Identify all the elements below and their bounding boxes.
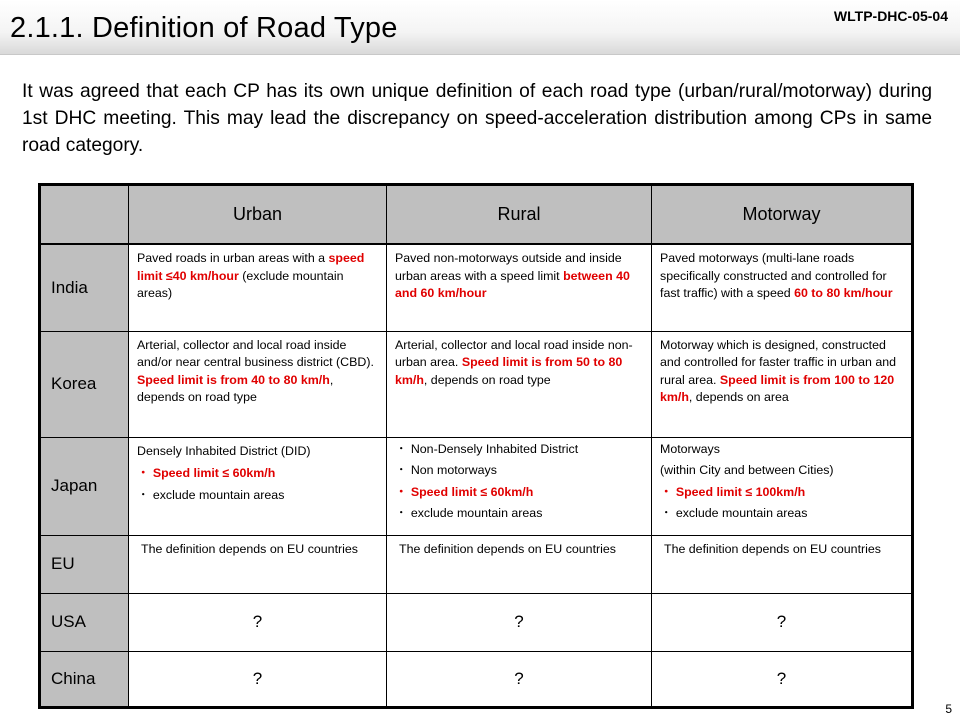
road-type-table [38,183,914,709]
text: Paved roads in urban areas with a [137,251,329,265]
text: , depends on area [688,390,789,404]
speed-limit: ・ Speed limit ≤ 100km/h [660,484,806,499]
cell-india-rural [387,244,652,331]
slide-number: 5 [945,702,952,716]
speed-limit: Speed limit is from 100 to 120 km/h [660,372,895,404]
cell-india-motorway [652,244,913,331]
column-header-motorway: Motorway [652,185,913,245]
title-bar [0,0,960,55]
speed-limit: ・ Speed limit ≤ 60km/h [137,465,276,480]
text: Paved motorways (multi-lane roads specifically constructed and controlled for fast traffic) with a speed [660,251,887,300]
table-row-china [40,651,913,707]
speed-limit: Speed limit is from 50 to 80 km/h [395,355,623,387]
table-row-india [40,244,913,331]
table-row-usa [40,593,913,651]
text: The definition depends on EU countries [399,541,616,556]
column-header-urban: Urban [129,185,387,245]
row-header-japan: Japan [40,437,129,535]
speed-limit: 60 to 80 km/hour [794,286,893,300]
row-header-eu: EU [40,535,129,593]
cell-japan-urban [129,437,387,535]
row-header-korea: Korea [40,331,129,437]
cell-usa-rural: ? [387,593,652,651]
text: Arterial, collector and local road inside non-urban area. [395,337,633,369]
text: Arterial, collector and local road inside and/or near central business district (CBD). [137,337,374,369]
slide-title: 2.1.1. Definition of Road Type [10,12,398,44]
cell-eu-motorway [652,535,913,593]
speed-limit: between 40 and 60 km/hour [395,268,630,300]
table-row-eu [40,535,913,593]
intro-paragraph: It was agreed that each CP has its own unique definition of each road type (urban/rural/motorway) during 1st DHC meeting. This may lead the discrepancy on speed-acceleration distribution among CPs in same road category. [22,81,932,156]
table-row-japan [40,437,913,535]
row-header-china: China [40,651,129,707]
cell-usa-motorway: ? [652,593,913,651]
cell-china-rural: ? [387,651,652,707]
cell-korea-urban [129,331,387,437]
cell-japan-motorway [652,437,913,535]
text: The definition depends on EU countries [141,541,358,556]
text: (exclude mountain areas) [137,268,344,300]
text: ・ exclude mountain areas [137,487,285,502]
table-header-row [40,185,913,245]
cell-japan-rural [387,437,652,535]
cell-eu-urban [129,535,387,593]
text: ・ exclude mountain areas [660,506,808,520]
row-header-usa: USA [40,593,129,651]
text: (within City and between Cities) [660,463,834,477]
cell-china-urban: ? [129,651,387,707]
text: Motorway which is designed, constructed and controlled for faster traffic in urban and rural area. [660,337,897,387]
cell-eu-rural [387,535,652,593]
cell-korea-rural [387,331,652,437]
table-row-korea [40,331,913,437]
text: The definition depends on EU countries [664,541,881,556]
text: ・ Non-Densely Inhabited District [395,441,579,456]
text: , depends on road type [423,372,551,387]
document-id: WLTP-DHC-05-04 [833,8,948,24]
speed-limit: speed limit ≤40 km/hour [137,251,365,283]
speed-limit: ・ Speed limit ≤ 60km/h [395,484,534,499]
cell-china-motorway: ? [652,651,913,707]
row-header-india: India [40,244,129,331]
text: ・ Non motorways [395,463,497,477]
text: Densely Inhabited District (DID) [137,443,311,458]
speed-limit: Speed limit is from 40 to 80 km/h [137,372,330,387]
text: ・ exclude mountain areas [395,506,543,520]
text: Motorways [660,441,720,456]
cell-usa-urban: ? [129,593,387,651]
cell-korea-motorway [652,331,913,437]
text: Paved non-motorways outside and inside urban areas with a speed limit [395,251,622,283]
text: , depends on road type [137,372,334,404]
table-corner-cell [40,185,129,245]
cell-india-urban [129,244,387,331]
column-header-rural: Rural [387,185,652,245]
